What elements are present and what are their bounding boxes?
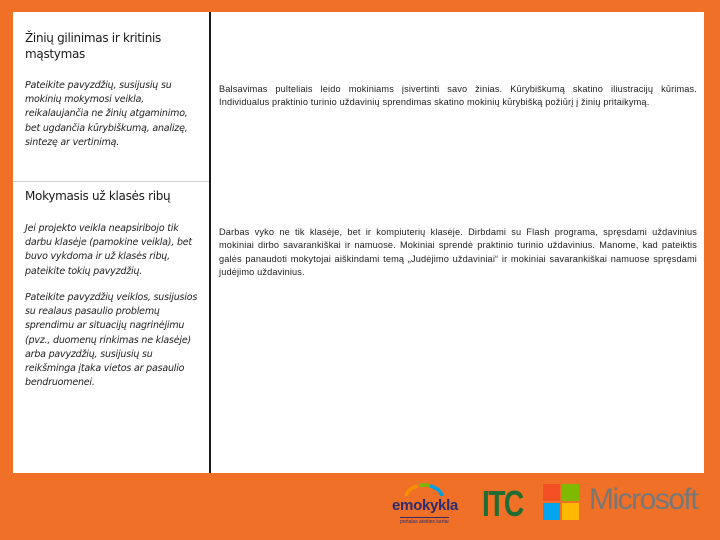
footer-logos bbox=[0, 473, 720, 540]
section-prompt: Jei projekto veikla neapsiribojo tik darbu klasėje (pamokine veikla), bet buvo vykdoma ir už klasės ribų, pateikite tokių pavyzdžių. bbox=[25, 223, 192, 277]
content-sheet bbox=[13, 12, 704, 473]
section-answer: Balsavimas pulteliais leido mokiniams įsivertinti savo žinias. Kūrybiškumą skatino iliustracijų kūrimas. Individualus praktinio turinio uždavinių sprendimas skatino mokinių kūrybišką požiūrį į žinių pritaikymą. bbox=[219, 84, 697, 108]
section-prompt: Pateikite pavyzdžių veiklos, susijusios su realaus pasaulio problemų sprendimu ar situacijų nagrinėjimu (pvz., duomenų rinkimas ne klasėje) arba pavyzdžių, susijusių su reikšminga įtaka vietos ar pasaulio bendruomenei. bbox=[25, 292, 198, 389]
section-heading-learning-beyond-classroom: Mokymasis už klasės ribų bbox=[25, 189, 171, 203]
section-heading-deepening-knowledge: Žinių gilinimas ir kritinis mąstymas bbox=[25, 31, 162, 61]
section-divider bbox=[13, 181, 209, 182]
itc-logo: ITC bbox=[482, 483, 523, 524]
section-prompt: Pateikite pavyzdžių, susijusių su mokinių mokymosi veikla, reikalaujančia ne žinių atgaminimo, bet ugdančia kūrybiškumą, analizę, sintezę ar vertinimą. bbox=[25, 80, 188, 148]
microsoft-wordmark: Microsoft bbox=[589, 483, 698, 516]
section-answer: Darbas vyko ne tik klasėje, bet ir kompiuterių klasėje. Dirbdami su Flash programa, spręsdami uždavinius mokiniai dirbo savarankiškai ir namuose. Mokiniai sprendė praktinio turinio uždavinius. Manome, kad pateiktis galės panaudoti mokytojai aiškindami temą „Judėjimo uždaviniai“ ir mokiniai savarankiškai namuose spręsdami judėjimo uždavinius. bbox=[219, 227, 697, 278]
emokykla-arc-icon bbox=[404, 483, 444, 497]
emokykla-logo bbox=[388, 479, 468, 531]
microsoft-flag-icon bbox=[543, 484, 579, 520]
emokykla-wordmark: emokykla bbox=[392, 497, 458, 514]
emokykla-tagline: portalas ateities kartai bbox=[400, 519, 449, 525]
